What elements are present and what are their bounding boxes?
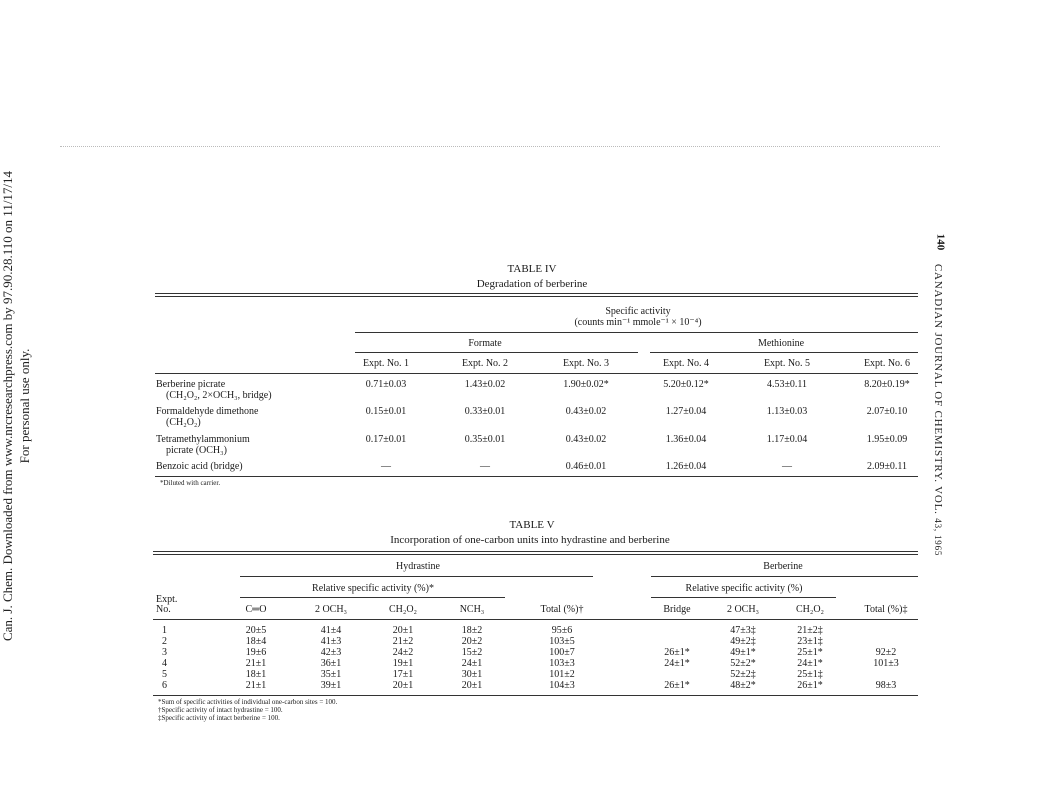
table-iv-cell: 1.36±0.04 bbox=[665, 434, 707, 445]
table-v-hydrastine-rule bbox=[240, 576, 593, 577]
table-v-cell: 103±3 bbox=[549, 658, 575, 669]
table-v-footnote: †Specific activity of intact hydrastine = 100. bbox=[158, 706, 283, 714]
table-iv-col-header: Expt. No. 4 bbox=[662, 358, 710, 369]
journal-name: CANADIAN JOURNAL OF CHEMISTRY. VOL. bbox=[932, 263, 944, 515]
table-iv-formate-rule bbox=[355, 352, 638, 353]
table-v-cell: 35±1 bbox=[320, 669, 342, 680]
table-v-col-header: 2 OCH₃ bbox=[314, 604, 348, 615]
table-v-cell: 20±1 bbox=[392, 680, 414, 691]
table-v-no-label: No. bbox=[156, 604, 171, 615]
table-v-col-header: CH₂O₂ bbox=[388, 604, 418, 615]
table-v-rel-berberine-rule bbox=[651, 597, 836, 598]
table-v-cell: 25±1* bbox=[797, 647, 823, 658]
table-v-cell: 21±2 bbox=[392, 636, 414, 647]
table-v-cell: 52±2* bbox=[730, 658, 756, 669]
table-v-title: TABLE V bbox=[509, 519, 555, 531]
table-v-row-number: 2 bbox=[162, 636, 167, 647]
table-v-row-number: 1 bbox=[162, 625, 167, 636]
table-v-group-hydrastine: Hydrastine bbox=[396, 561, 440, 572]
table-iv-cell: 1.13±0.03 bbox=[766, 406, 808, 417]
table-v-cell: 24±2 bbox=[392, 647, 414, 658]
table-iv-cell: 0.43±0.02 bbox=[565, 434, 607, 445]
table-v-cell: 24±1* bbox=[664, 658, 690, 669]
table-v-cell: 41±3 bbox=[320, 636, 342, 647]
table-v-cell: 20±5 bbox=[245, 625, 267, 636]
table-v-cell: 52±2‡ bbox=[730, 669, 756, 680]
table-iv-header-rule bbox=[155, 373, 918, 374]
table-v-cell: 21±1 bbox=[245, 658, 267, 669]
download-notice-line1: Can. J. Chem. Downloaded from www.nrcresearchpress.com by 97.90.28.110 on 11/17/14 bbox=[0, 170, 15, 642]
table-v-row-number: 4 bbox=[162, 658, 167, 669]
table-v-cell: 48±2* bbox=[730, 680, 756, 691]
table-v-col-header: Total (%)† bbox=[540, 604, 584, 615]
table-v-cell: 21±1 bbox=[245, 680, 267, 691]
table-v-footnote: ‡Specific activity of intact berberine = 100. bbox=[158, 714, 280, 722]
table-v-expt-label: Expt. bbox=[156, 594, 178, 605]
table-iv-cell: 1.27±0.04 bbox=[665, 406, 707, 417]
table-v-cell: 18±2 bbox=[461, 625, 483, 636]
table-iv-cell: 4.53±0.11 bbox=[766, 379, 808, 390]
table-iv-units: (counts min⁻¹ mmole⁻¹ × 10⁻⁴) bbox=[574, 317, 702, 328]
table-v-caption: Incorporation of one-carbon units into hydrastine and berberine bbox=[390, 534, 670, 546]
table-v-cell: 95±6 bbox=[551, 625, 573, 636]
table-v-cell: 26±1* bbox=[797, 680, 823, 691]
table-iv-row-sublabel: (CH₂O₂) bbox=[166, 417, 201, 428]
table-iv-cell: 1.17±0.04 bbox=[766, 434, 808, 445]
download-notice bbox=[0, 171, 33, 641]
table-iv-top-rule bbox=[155, 293, 918, 297]
table-v-cell: 36±1 bbox=[320, 658, 342, 669]
table-iv-col-header: Expt. No. 6 bbox=[863, 358, 911, 369]
table-v-bottom-rule bbox=[153, 695, 918, 696]
table-iv-row-sublabel: (CH₂O₂, 2×OCH₃, bridge) bbox=[166, 390, 272, 401]
table-v-col-header: CH₂O₂ bbox=[795, 604, 825, 615]
table-v-top-rule bbox=[153, 551, 918, 555]
table-iv-row-label: Tetramethylammonium bbox=[156, 434, 250, 445]
table-v-col-header: 2 OCH₃ bbox=[726, 604, 760, 615]
table-v-cell: 39±1 bbox=[320, 680, 342, 691]
table-iv-cell: 1.43±0.02 bbox=[464, 379, 506, 390]
table-iv-cell: 1.95±0.09 bbox=[866, 434, 908, 445]
table-iv-footnote: *Diluted with carrier. bbox=[160, 479, 221, 487]
download-notice-line2: For personal use only. bbox=[17, 348, 32, 464]
table-v-col-header: C═O bbox=[245, 604, 267, 615]
table-v-cell: 98±3 bbox=[875, 680, 897, 691]
table-iv-cell: 0.35±0.01 bbox=[464, 434, 506, 445]
table-v-row-number: 3 bbox=[162, 647, 167, 658]
table-v-cell: 17±1 bbox=[392, 669, 414, 680]
table-iv-cell: 1.26±0.04 bbox=[665, 461, 707, 472]
table-v-cell: 18±4 bbox=[245, 636, 267, 647]
table-iv-cell: 0.17±0.01 bbox=[365, 434, 407, 445]
table-v-cell: 30±1 bbox=[461, 669, 483, 680]
table-iv-col-header: Expt. No. 5 bbox=[763, 358, 811, 369]
table-iv-cell: — bbox=[381, 461, 391, 472]
table-v-cell: 101±2 bbox=[549, 669, 575, 680]
table-iv-caption: Degradation of berberine bbox=[476, 278, 588, 290]
scan-artifact-line bbox=[60, 146, 940, 147]
table-v-cell: 18±1 bbox=[245, 669, 267, 680]
table-iv-cell: — bbox=[480, 461, 490, 472]
table-iv-col-header: Expt. No. 2 bbox=[461, 358, 509, 369]
table-v-cell: 19±6 bbox=[245, 647, 267, 658]
table-v-cell: 20±1 bbox=[461, 680, 483, 691]
table-iv-cell: 0.33±0.01 bbox=[464, 406, 506, 417]
table-iv-cell: 2.09±0.11 bbox=[866, 461, 908, 472]
journal-volume: 43, 1965 bbox=[933, 518, 943, 557]
table-iv-methionine-rule bbox=[650, 352, 918, 353]
table-v-cell: 100±7 bbox=[549, 647, 575, 658]
table-v-footnote: *Sum of specific activities of individual one-carbon sites = 100. bbox=[158, 698, 338, 706]
table-v-cell: 19±1 bbox=[392, 658, 414, 669]
table-v-cell: 21±2‡ bbox=[797, 625, 823, 636]
journal-running-head bbox=[932, 264, 944, 556]
table-iv-cell: 0.46±0.01 bbox=[565, 461, 607, 472]
table-v-col-header: NCH₃ bbox=[459, 604, 485, 615]
table-v-cell: 92±2 bbox=[875, 647, 897, 658]
table-v-col-header: Bridge bbox=[663, 604, 691, 615]
table-v-cell: 103±5 bbox=[549, 636, 575, 647]
table-iv-row-label: Formaldehyde dimethone bbox=[156, 406, 259, 417]
table-iv-row-sublabel: picrate (OCH₃) bbox=[166, 445, 227, 456]
table-iv-cell: 0.43±0.02 bbox=[565, 406, 607, 417]
table-v-header-rule bbox=[153, 619, 918, 620]
table-iv-cell: 0.15±0.01 bbox=[365, 406, 407, 417]
table-v-cell: 23±1‡ bbox=[797, 636, 823, 647]
table-iv-cell: 2.07±0.10 bbox=[866, 406, 908, 417]
table-v-cell: 20±2 bbox=[461, 636, 483, 647]
table-v-berberine-rule bbox=[651, 576, 918, 577]
table-v-cell: 15±2 bbox=[461, 647, 483, 658]
table-iv-spanner-rule bbox=[355, 332, 918, 333]
table-v-cell: 42±3 bbox=[320, 647, 342, 658]
table-v-cell: 20±1 bbox=[392, 625, 414, 636]
table-iv-cell: — bbox=[782, 461, 792, 472]
table-v-cell: 49±1* bbox=[730, 647, 756, 658]
table-iv-group-methionine: Methionine bbox=[757, 338, 805, 349]
table-iv-col-header: Expt. No. 1 bbox=[362, 358, 410, 369]
table-v-col-header: Total (%)‡ bbox=[864, 604, 908, 615]
table-v-cell: 49±2‡ bbox=[730, 636, 756, 647]
table-iv-row-label: Berberine picrate bbox=[156, 379, 226, 390]
table-v-row-number: 5 bbox=[162, 669, 167, 680]
page-number: 140 bbox=[934, 233, 947, 251]
table-iv-cell: 5.20±0.12* bbox=[663, 379, 709, 390]
table-v-cell: 104±3 bbox=[549, 680, 575, 691]
table-v-row-number: 6 bbox=[162, 680, 167, 691]
table-iv-spanner: Specific activity bbox=[605, 306, 671, 317]
table-v-group-berberine: Berberine bbox=[763, 561, 803, 572]
table-iv-cell: 0.71±0.03 bbox=[365, 379, 407, 390]
table-v-cell: 47±3‡ bbox=[730, 625, 756, 636]
table-iv-col-header: Expt. No. 3 bbox=[562, 358, 610, 369]
table-v-rel-berberine: Relative specific activity (%) bbox=[685, 583, 803, 594]
table-iv-row-label: Benzoic acid (bridge) bbox=[156, 461, 243, 472]
table-iv-cell: 1.90±0.02* bbox=[563, 379, 609, 390]
table-v-cell: 26±1* bbox=[664, 680, 690, 691]
table-v-cell: 41±4 bbox=[320, 625, 342, 636]
table-v-rel-hydrastine: Relative specific activity (%)* bbox=[312, 583, 434, 594]
table-v-cell: 24±1* bbox=[797, 658, 823, 669]
table-iv-title: TABLE IV bbox=[507, 263, 557, 275]
table-v-rel-hydrastine-rule bbox=[240, 597, 505, 598]
table-v-cell: 101±3 bbox=[873, 658, 899, 669]
table-iv-bottom-rule bbox=[155, 476, 918, 477]
table-iv-group-formate: Formate bbox=[468, 338, 502, 349]
table-v-cell: 25±1‡ bbox=[797, 669, 823, 680]
table-v-cell: 24±1 bbox=[461, 658, 483, 669]
table-v-cell: 26±1* bbox=[664, 647, 690, 658]
table-iv-cell: 8.20±0.19* bbox=[864, 379, 910, 390]
